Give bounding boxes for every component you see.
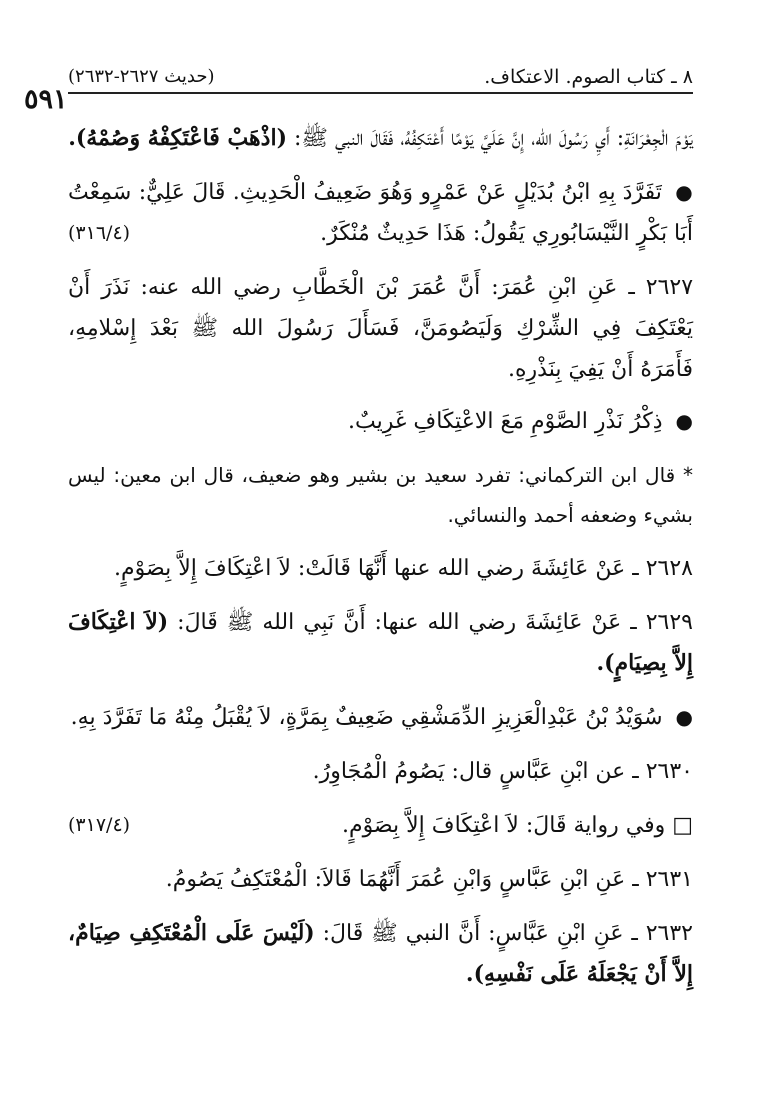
paragraph-text: ٢٦٣٢ ـ عَنِ ابْنِ عَبَّاسٍ: أَنَّ النبي ﷺ قَالَ:	[322, 921, 693, 946]
prophetic-saying: (لَيْسَ عَلَى الْمُعْتَكِفِ صِيَامٌ، إِلاَّ أَنْ يَجْعَلَهُ عَلَى نَفْسِهِ).	[68, 920, 693, 987]
paragraph-text: ٢٦٣٠ ـ عن ابْنِ عَبَّاسٍ قال: يَصُومُ الْمُجَاوِرُ.	[312, 759, 693, 784]
paragraph-text: * قال ابن التركماني: تفرد سعيد بن بشير وهو ضعيف، قال ابن معين: ليس بشيء وضعفه أحمد والنسائي.	[68, 463, 693, 527]
commentary-note	[68, 401, 693, 442]
paragraph-text: ٢٦٢٧ ـ عَنِ ابْنِ عُمَرَ: أَنَّ عُمَرَ بْنَ الْخَطَّابِ رضي الله عنه: نَذَرَ أَنْ يَعْتَكِفَ فِي الشِّرْكِ وَلَيَصُومَنَّ، فَسَأَلَ رَسُولَ الله ﷺ بَعْدَ إِسْلامِهِ، فَأَمَرَهُ أَنْ يَفِيَ بِنَذْرِهِ.	[68, 275, 694, 382]
running-header	[68, 60, 693, 94]
hadith-2628	[68, 548, 693, 589]
bullet-icon: ●	[675, 409, 693, 433]
bullet-icon: ●	[675, 705, 693, 729]
paragraph-continuation	[68, 118, 693, 159]
alternate-narration	[68, 805, 693, 846]
paragraph-text: ٢٦٢٨ ـ عَنْ عَائِشَةَ رضي الله عنها أَنَّهَا قَالَتْ: لاَ اعْتِكَافَ إِلاَّ بِصَوْمٍ.	[114, 556, 693, 581]
prophetic-saying: (اذْهَبْ فَاعْتَكِفْهُ وَصُمْهُ).	[68, 125, 287, 151]
paragraph-text: □ وفي رواية قَالَ: لاَ اعْتِكَافَ إِلاَّ بِصَوْمٍ.	[341, 813, 693, 838]
volume-reference: (٣١٦/٤)	[68, 222, 131, 244]
hadith-2627	[68, 267, 693, 390]
hadith-2630	[68, 751, 693, 792]
hadith-2631	[68, 859, 693, 900]
page-body	[68, 118, 693, 1008]
commentary-note	[68, 697, 693, 738]
volume-reference: (٣١٧/٤)	[68, 814, 131, 836]
paragraph-text: ذِكْرُ نَذْرِ الصَّوْمِ مَعَ الاعْتِكَافِ غَرِيبٌ.	[348, 409, 663, 434]
editor-note	[68, 455, 693, 535]
page-number: ٥٩١	[24, 84, 68, 115]
paragraph-text: سُوَيْدُ بْنُ عَبْدِالْعَزِيزِ الدِّمَشْقِي ضَعِيفٌ بِمَرَّةٍ، لاَ يُقْبَلُ مِنْهُ مَا تَفَرَّدَ بِهِ.	[70, 705, 663, 730]
hadith-range: (حديث ٢٦٢٧-٢٦٣٢)	[68, 66, 215, 87]
hadith-2629	[68, 602, 693, 684]
paragraph-text: ٢٦٢٩ ـ عَنْ عَائِشَةَ رضي الله عنها: أَنَّ نَبِي الله ﷺ قَالَ:	[177, 610, 693, 635]
prophetic-saying: (لاَ اعْتِكَافَ إِلاَّ بِصِيَامٍ).	[68, 609, 693, 676]
commentary-note	[68, 172, 693, 254]
paragraph-text: يَوْمَ الْجِعْرَانَةِ: أَيِ رَسُولَ الله، إِنَّ عَلَيَّ يَوْمًا أَعْتَكِفُهُ، فَقَالَ النبي ﷺ:	[293, 126, 693, 151]
paragraph-text: ٢٦٣١ ـ عَنِ ابْنِ عَبَّاسٍ وَابْنِ عُمَرَ أَنَّهُمَا قَالاَ: الْمُعْتَكِفُ يَصُومُ.	[165, 867, 693, 892]
hadith-2632	[68, 913, 693, 995]
bullet-icon: ●	[675, 180, 694, 204]
paragraph-text: تَفَرَّدَ بِهِ ابْنُ بُدَيْلٍ عَنْ عَمْرٍو وَهُوَ ضَعِيفُ الْحَدِيثِ. قَالَ عَلِيٌّ: سَمِعْتُ أَبَا بَكْرٍ النَّيْسَابُورِي يَقُولُ: هَذَا حَدِيثٌ مُنْكَرٌ.	[68, 180, 693, 246]
chapter-title: ٨ ـ كتاب الصوم. الاعتكاف.	[484, 66, 693, 88]
header-rule	[68, 92, 693, 94]
